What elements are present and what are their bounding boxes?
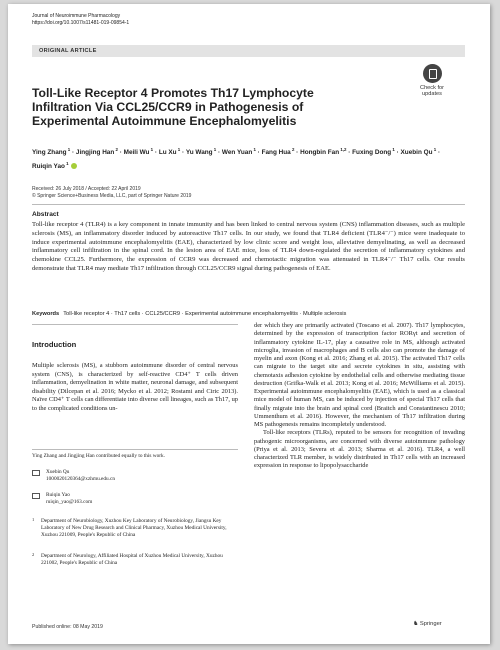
author-separator: · <box>153 149 159 157</box>
abstract-text: Toll-like receptor 4 (TLR4) is a key component in innate immunity and has been linked to central nervous system (CNS) inflammation diseases, such as multiple sclerosis (MS), an inflammatory disorder induced by autoreactive Th17 cells. In our study, we found that TLR4 deficient (TLR4⁻/⁻) mice were inadequate to induce experimental autoimmune encephalomyelitis (EAE), characterized by low clinic score and weight loss, alleviative demyelinating, as well as decreased inflammatory cell infiltration in the spinal cord. In the lesion area of EAE mice, loss of TLR4 down-regulated the secretion of inflammatory cytokines and chemokine CCL25. Furthermore, the expression of CCR9 was decreased and chemotactic migration was attenuated in TLR4⁻/⁻ Th17 cells. Our results demonstrate that TLR4 may mediate Th17 infiltration through CCL25/CCR9 signal during pathogenesis of EAE. <box>32 221 465 272</box>
keywords-line <box>32 311 472 317</box>
affiliation-text: Department of Neurology, Affiliated Hospital of Xuzhou Medical University, Xuzhou 221002, People's Republic of China <box>41 553 223 566</box>
author-name: Ruiqin Yao $^1$ <box>32 160 69 170</box>
author-name: Meili Wu $^1$ <box>123 147 154 157</box>
author-name: Fuxing Dong $^1$ <box>352 147 395 157</box>
journal-name: Journal of Neuroimmune Pharmacology <box>32 13 121 19</box>
keyword: Toll-like receptor 4 <box>63 311 110 317</box>
intro-paragraph-2: Toll-like receptors (TLRs), reputed to be sensors for recognition of invading pathogenic microorganisms, are concerned with diverse autoimmune pathology (Priya et al. 2013; Severa et al. 2013; Sharma et al. 2016). TLR4, a well characterized TLR member, is widely distributed in Th17 cells with an increased expression in response to lipopolysaccharide <box>254 429 465 470</box>
divider <box>32 324 238 325</box>
check-for-updates-icon <box>423 64 442 83</box>
footnote-divider <box>32 449 238 450</box>
springer-horse-icon: ♞ <box>413 621 419 627</box>
envelope-icon <box>32 470 40 476</box>
intro-left-column: Multiple sclerosis (MS), a stubborn autoimmune disorder of central nervous system (CNS), is characterized by self-reactive CD4⁺ T cells driven inflammation, demyelination in white matter, neuronal damage, and subsequent disability (Dilcepan et al. 2016; Mycko et al. 2012; Rostami and Ciric 2013). Naïve CD4⁺ T cells can differentiate into diverse cell lineages, such as Th17, up to the complicated conditions un- <box>32 362 238 412</box>
affiliation-number: 2 <box>32 552 35 557</box>
author-affiliation-mark: 1 <box>252 147 256 152</box>
affiliation-2 <box>32 553 232 567</box>
author-name: Yu Wang $^1$ <box>185 147 217 157</box>
keyword: · Experimental autoimmune encephalomyelitis <box>180 311 298 317</box>
author-name: Jingjing Han $^2$ <box>75 147 118 157</box>
author-separator: · <box>346 149 353 157</box>
author-affiliation-mark: 1 <box>64 160 69 166</box>
author-name: Xuebin Qu $^1$ <box>400 147 437 157</box>
author-affiliation-mark: 1,2 <box>339 147 347 152</box>
author-name: Lu Xu $^1$ <box>158 147 181 157</box>
keywords-items <box>63 311 346 317</box>
equal-contribution-note: Ying Zhang and Jingjing Han contributed equally to this work. <box>32 453 165 459</box>
publisher-name: Springer <box>419 621 442 627</box>
author-separator: · <box>216 149 222 157</box>
affiliation-1 <box>32 518 232 538</box>
keyword: · Th17 cells <box>109 311 141 317</box>
badge-line-2: updates <box>422 91 442 97</box>
publisher-logo <box>413 621 442 627</box>
author-affiliation-mark: 1 <box>212 147 217 152</box>
author-name: Hongbin Fan $^{1,2}$ <box>300 147 347 157</box>
author-name: Wen Yuan $^1$ <box>221 147 256 157</box>
keywords-label: Keywords <box>32 311 60 317</box>
article-dates <box>32 186 191 199</box>
keyword: · CCL25/CCR9 <box>140 311 181 317</box>
copyright-line: © Springer Science+Business Media, LLC, part of Springer Nature 2019 <box>32 192 192 199</box>
journal-header <box>32 13 129 27</box>
author-affiliation-mark: 1 <box>176 147 181 152</box>
contact-name: Ruiqin Yao <box>46 492 70 498</box>
divider <box>32 204 465 205</box>
section-label-bar <box>32 45 465 57</box>
received-accepted: Received: 26 July 2018 / Accepted: 22 April 2019 <box>32 186 141 192</box>
envelope-icon <box>32 493 40 499</box>
author-affiliation-mark: 1 <box>149 147 154 152</box>
author-separator: · <box>70 149 76 157</box>
intro-right-column <box>254 322 465 471</box>
author-affiliation-mark: 2 <box>290 147 295 152</box>
author-name: Ying Zhang $^1$ <box>32 147 71 157</box>
author-separator: · <box>394 149 401 157</box>
introduction-heading: Introduction <box>32 340 77 349</box>
check-for-updates-badge[interactable] <box>410 64 454 104</box>
keyword: · Multiple sclerosis <box>297 311 347 317</box>
article-page <box>8 4 490 644</box>
badge-line-1: Check for <box>420 85 444 91</box>
author-separator: · <box>436 149 441 157</box>
author-separator: · <box>294 149 301 157</box>
contact-name: Xuebin Qu <box>46 469 70 475</box>
author-separator: · <box>117 149 124 157</box>
section-label: ORIGINAL ARTICLE <box>39 48 97 54</box>
published-online: Published online: 08 May 2019 <box>32 624 103 630</box>
author-separator: · <box>255 149 262 157</box>
contact-email[interactable]: 1000020120364@xzhmu.edu.cn <box>46 475 116 482</box>
abstract-heading: Abstract <box>32 211 59 218</box>
affiliation-text: Department of Neurobiology, Xuzhou Key Laboratory of Neurobiology, Jiangsu Key Laboratory of New Drug Research and Clinical Pharmacy, Xuzhou Medical University, Xuzhou 221009, People's Republic of China <box>41 518 227 538</box>
contact-email[interactable]: ruiqin_yao@163.com <box>46 498 93 505</box>
author-name: Fang Hua $^2$ <box>261 147 295 157</box>
author-affiliation-mark: 1 <box>66 147 71 152</box>
orcid-icon[interactable] <box>71 163 77 169</box>
author-separator: · <box>180 149 186 157</box>
intro-paragraph-1: der which they are primarily activated (Toscano et al. 2007). Th17 lymphocytes, determined by the expression of transcription factor RORγt and secretion of inflammatory cytokine IL-17, play a causative role in MS, although activated microglia, invasion of macrophages and B cells also can promote the damage of myelin and axon (Kong et al. 2016; Zhang et al. 2015). The activated Th17 cells can migrate to the target site and secrete cytokines in situ, assisting with chemotaxis adhesion cytokine by endothelial cells and otherwise mediating tissue destruction (Grifka-Walk et al. 2013; Kong et al. 2016; McWilliams et al. 2015). Experimental autoimmune encephalomyelitis (EAE), which is used as a classical mice model of human MS, can be induced by injection of special Th17 cells that finally migrate into the brain and spinal cord (Braitch and Constantinescu 2010; Ummenthum et al. 2016). However, the mechanism of Th17 infiltration during MS pathogenesis remains incompletely understood. <box>254 322 465 428</box>
author-affiliation-mark: 2 <box>114 147 118 152</box>
author-affiliation-mark: 1 <box>391 147 395 152</box>
author-list <box>32 145 452 172</box>
article-title: Toll-Like Receptor 4 Promotes Th17 Lymphocyte Infiltration Via CCL25/CCR9 in Pathogenesis of Experimental Autoimmune Encephalomyelitis <box>32 86 314 128</box>
affiliation-number: 1 <box>32 517 35 522</box>
doi-link[interactable]: https://doi.org/10.1007/s11481-019-09854-1 <box>32 20 130 26</box>
author-affiliation-mark: 1 <box>432 147 437 152</box>
contact-qu <box>32 469 115 483</box>
contact-yao <box>32 492 92 506</box>
